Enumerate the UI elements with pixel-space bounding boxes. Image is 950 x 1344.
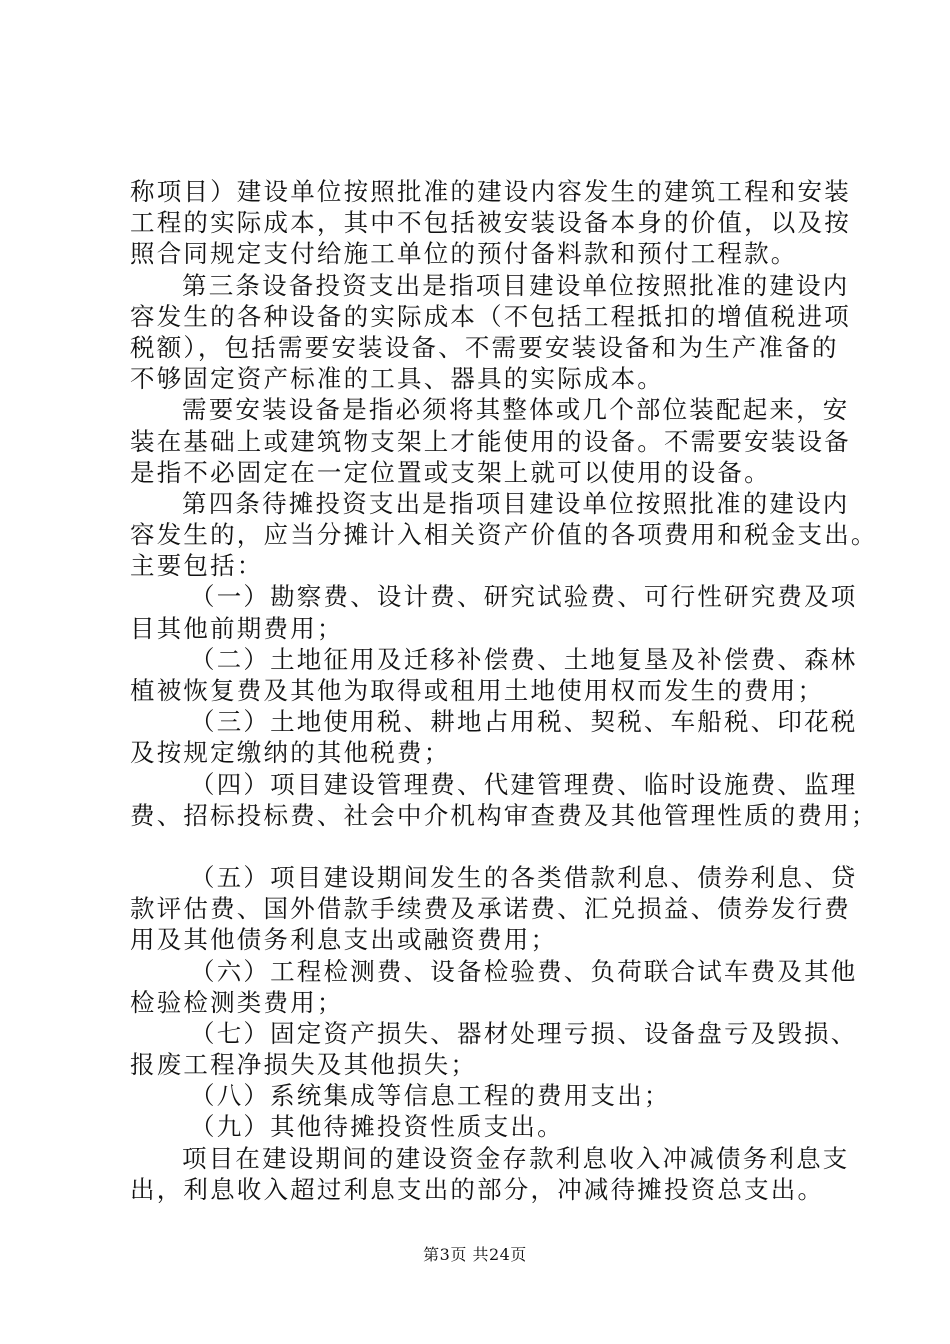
text-line: 主要包括： xyxy=(130,551,264,581)
text-line: 容发生的各种设备的实际成本（不包括工程抵扣的增值税进项 xyxy=(130,301,851,331)
document-body xyxy=(130,176,878,1205)
text-line: 需要安装设备是指必须将其整体或几个部位装配起来，安 xyxy=(182,395,850,425)
text-line: （五）项目建设期间发生的各类借款利息、债券利息、贷 xyxy=(190,862,858,892)
text-line: 项目在建设期间的建设资金存款利息收入冲减债务利息支 xyxy=(182,1143,850,1173)
text-line: 费、招标投标费、社会中介机构审查费及其他管理性质的费用； xyxy=(130,800,878,830)
text-line: （三）土地使用税、耕地占用税、契税、车船税、印花税 xyxy=(190,707,858,737)
text-line: （二）土地征用及迁移补偿费、土地复垦及补偿费、森林 xyxy=(190,644,858,674)
text-line: （七）固定资产损失、器材处理亏损、设备盘亏及毁损、 xyxy=(190,1018,858,1048)
text-line: （九）其他待摊投资性质支出。 xyxy=(190,1112,564,1142)
text-line: 第三条设备投资支出是指项目建设单位按照批准的建设内 xyxy=(182,270,850,300)
text-line: 不够固定资产标准的工具、器具的实际成本。 xyxy=(130,364,664,394)
text-line: 称项目）建设单位按照批准的建设内容发生的建筑工程和安装 xyxy=(130,177,851,206)
text-line: 目其他前期费用； xyxy=(130,613,344,643)
text-line: （六）工程检测费、设备检验费、负荷联合试车费及其他 xyxy=(190,956,858,986)
text-line: 工程的实际成本，其中不包括被安装设备本身的价值，以及按 xyxy=(130,208,851,238)
text-line: 第四条待摊投资支出是指项目建设单位按照批准的建设内 xyxy=(182,488,850,518)
text-line: 用及其他债务利息支出或融资费用； xyxy=(130,925,558,955)
text-line: 出，利息收入超过利息支出的部分，冲减待摊投资总支出。 xyxy=(130,1174,825,1204)
text-line: 容发生的，应当分摊计入相关资产价值的各项费用和税金支出。 xyxy=(130,520,878,550)
text-line: （四）项目建设管理费、代建管理费、临时设施费、监理 xyxy=(190,769,858,799)
page-number-footer: 第3页 共24页 xyxy=(423,1245,527,1264)
text-line: 及按规定缴纳的其他税费； xyxy=(130,738,451,768)
text-line: （一）勘察费、设计费、研究试验费、可行性研究费及项 xyxy=(190,582,858,612)
text-line: 照合同规定支付给施工单位的预付备料款和预付工程款。 xyxy=(130,239,798,269)
text-line: （八）系统集成等信息工程的费用支出； xyxy=(190,1081,671,1111)
paragraph-gap xyxy=(130,831,830,862)
text-line: 检验检测类费用； xyxy=(130,987,344,1017)
text-line: 装在基础上或建筑物支架上才能使用的设备。不需要安装设备 xyxy=(130,426,851,456)
text-line: 税额），包括需要安装设备、不需要安装设备和为生产准备的 xyxy=(130,332,839,362)
text-line: 是指不必固定在一定位置或支架上就可以使用的设备。 xyxy=(130,457,771,487)
text-line: 款评估费、国外借款手续费及承诺费、汇兑损益、债券发行费 xyxy=(130,894,851,924)
text-line: 植被恢复费及其他为取得或租用土地使用权而发生的费用； xyxy=(130,676,825,705)
text-line: 报废工程净损失及其他损失； xyxy=(130,1050,478,1080)
